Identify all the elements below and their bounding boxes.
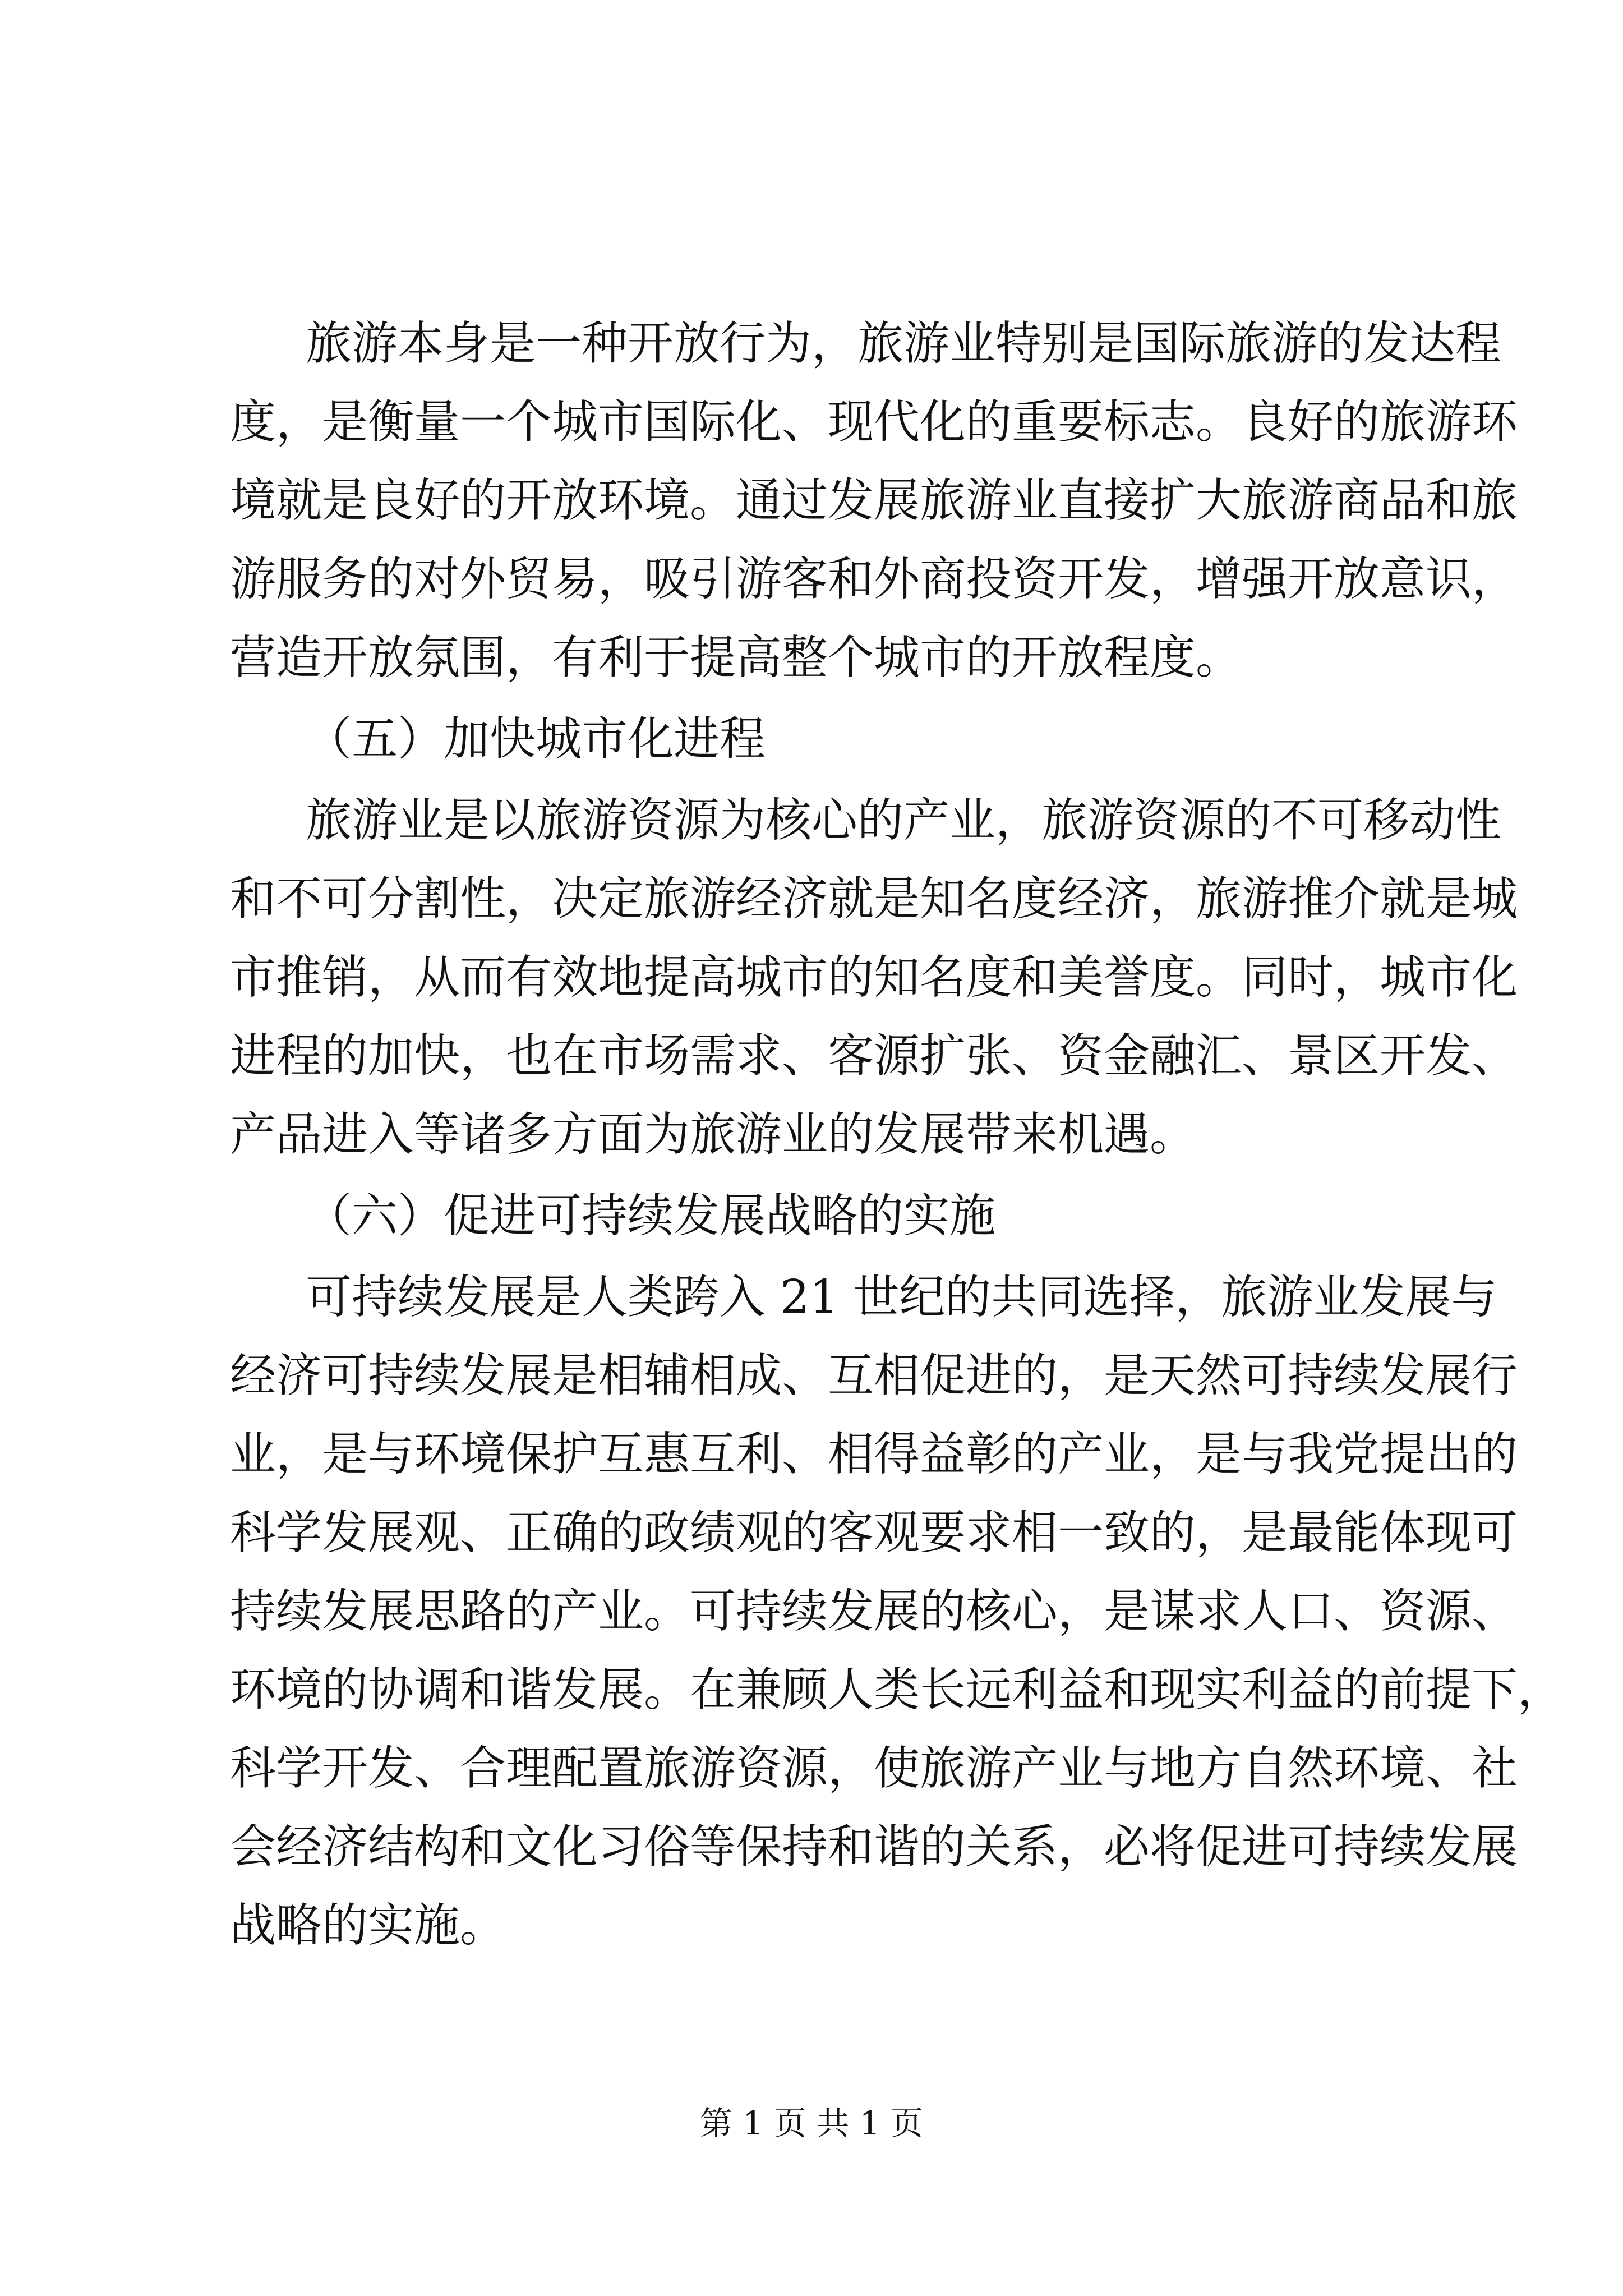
text-line: 市推销，从而有效地提高城市的知名度和美誉度。同时，城市化 <box>230 951 1518 1004</box>
text-line: 游服务的对外贸易，吸引游客和外商投资开发，增强开放意识， <box>230 553 1518 606</box>
text-line: 环境的协调和谐发展。在兼顾人类长远利益和现实利益的前提下， <box>230 1663 1564 1717</box>
text-line: 境就是良好的开放环境。通过发展旅游业直接扩大旅游商品和旅 <box>230 474 1518 527</box>
page-footer: 第 1 页 共 1 页 <box>700 2104 923 2142</box>
text-line: 科学开发、合理配置旅游资源，使旅游产业与地方自然环境、社 <box>230 1742 1518 1795</box>
text-line: 持续发展思路的产业。可持续发展的核心，是谋求人口、资源、 <box>230 1585 1518 1638</box>
section-heading: （五）加快城市化进程 <box>306 712 766 766</box>
section-heading: （六）促进可持续发展战略的实施 <box>306 1189 996 1243</box>
text-line: 产品进入等诸多方面为旅游业的发展带来机遇。 <box>230 1108 1196 1161</box>
text-line: 可持续发展是人类跨入 21 世纪的共同选择，旅游业发展与 <box>306 1271 1497 1324</box>
text-line: 会经济结构和文化习俗等保持和谐的关系，必将促进可持续发展 <box>230 1820 1518 1874</box>
text-line: 和不可分割性，决定旅游经济就是知名度经济，旅游推介就是城 <box>230 872 1518 926</box>
text-line: 业，是与环境保护互惠互利、相得益彰的产业，是与我党提出的 <box>230 1428 1518 1481</box>
text-line: 营造开放氛围，有利于提高整个城市的开放程度。 <box>230 631 1242 684</box>
text-line: 度，是衡量一个城市国际化、现代化的重要标志。良好的旅游环 <box>230 395 1518 449</box>
text-line: 科学发展观、正确的政绩观的客观要求相一致的，是最能体现可 <box>230 1506 1518 1559</box>
text-line: 战略的实施。 <box>230 1899 506 1952</box>
text-line: 经济可持续发展是相辅相成、互相促进的，是天然可持续发展行 <box>230 1349 1518 1402</box>
text-line: 旅游业是以旅游资源为核心的产业，旅游资源的不可移动性 <box>306 794 1502 847</box>
text-line: 旅游本身是一种开放行为，旅游业特别是国际旅游的发达程 <box>306 317 1502 370</box>
text-line: 进程的加快，也在市场需求、客源扩张、资金融汇、景区开发、 <box>230 1029 1518 1083</box>
